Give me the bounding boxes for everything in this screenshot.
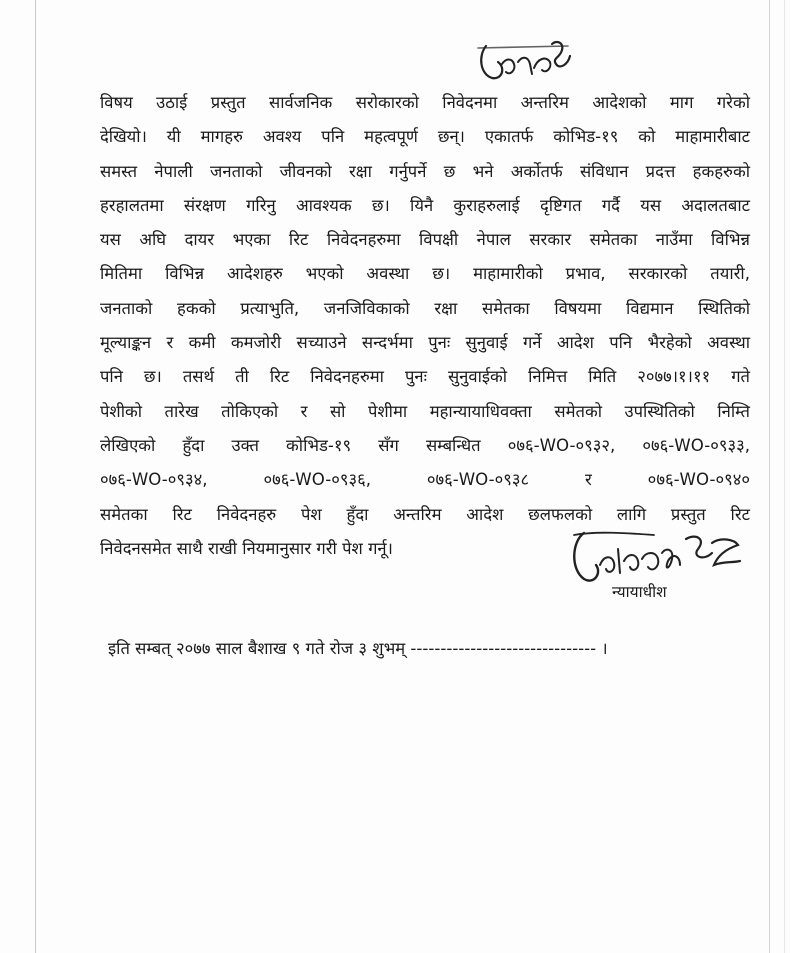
paragraph-line: यस अघि दायर भएका रिट निवेदनहरुमा विपक्षी नेपाल सरकार समेतका नाउँमा विभिन्न — [100, 230, 750, 250]
right-margin-rule — [769, 0, 770, 953]
order-paragraph — [100, 86, 750, 566]
closing-line: इति सम्बत् २०७७ साल बैशाख ९ गते रोज ३ शुभम् ------------------------------- । — [108, 639, 608, 658]
paragraph-line: ०७६-WO-०९३४, ०७६-WO-०९३६, ०७६-WO-०९३८ र ०७६-WO-०९४० — [100, 470, 750, 490]
paragraph-line: हरहालतमा संरक्षण गरिनु आवश्यक छ। यिनै कुराहरुलाई दृष्टिगत गर्दै यस अदालतबाट — [100, 195, 750, 215]
paragraph-line: देखियो। यी मागहरु अवश्य पनि महत्वपूर्ण छन्। एकातर्फ कोभिड-१९ को माहामारीबाट — [100, 127, 750, 147]
top-initial-signature — [472, 34, 582, 90]
paragraph-line: समेतका रिट निवेदनहरु पेश हुँदा अन्तरिम आदेश छलफलको लागि प्रस्तुत रिट — [100, 504, 750, 524]
paragraph-line: लेखिएको हुँदा उक्त कोभिड-१९ सँग सम्बन्धित ०७६-WO-०९३२, ०७६-WO-०९३३, — [100, 435, 750, 455]
paragraph-line: पेशीको तारेख तोकिएको र सो पेशीमा महान्यायाधिवक्ता समेतको उपस्थितिको निम्ति — [100, 401, 750, 421]
paragraph-line: जनताको हकको प्रत्याभुति, जनजिविकाको रक्षा समेतका विषयमा विद्यमान स्थितिको — [100, 298, 750, 318]
left-margin-rule — [35, 0, 36, 953]
paragraph-line: समस्त नेपाली जनताको जीवनको रक्षा गर्नुपर्ने छ भने अर्कोतर्फ संविधान प्रदत्त हकहरुको — [100, 161, 750, 181]
paragraph-line: विषय उठाई प्रस्तुत सार्वजनिक सरोकारको निवेदनमा अन्तरिम आदेशको माग गरेको — [100, 93, 750, 112]
paragraph-line: निवेदनसमेत साथै राखी नियमानुसार गरी पेश गर्नू। — [100, 538, 393, 558]
right-page-edge — [784, 0, 785, 953]
signatory-title: न्यायाधीश — [612, 583, 667, 601]
paragraph-line: मूल्याङ्कन र कमी कमजोरी सच्याउने सन्दर्भमा पुनः सुनुवाई गर्ने आदेश पनि भैरहेको अवस्था — [100, 333, 750, 353]
paragraph-line: मितिमा विभिन्न आदेशहरु भएको अवस्था छ। माहामारीको प्रभाव, सरकारको तयारी, — [100, 264, 750, 284]
paragraph-line: पनि छ। तसर्थ ती रिट निवेदनहरुमा पुनः सुनुवाईको निमित्त मिति २०७७।१।११ गते — [100, 367, 750, 387]
